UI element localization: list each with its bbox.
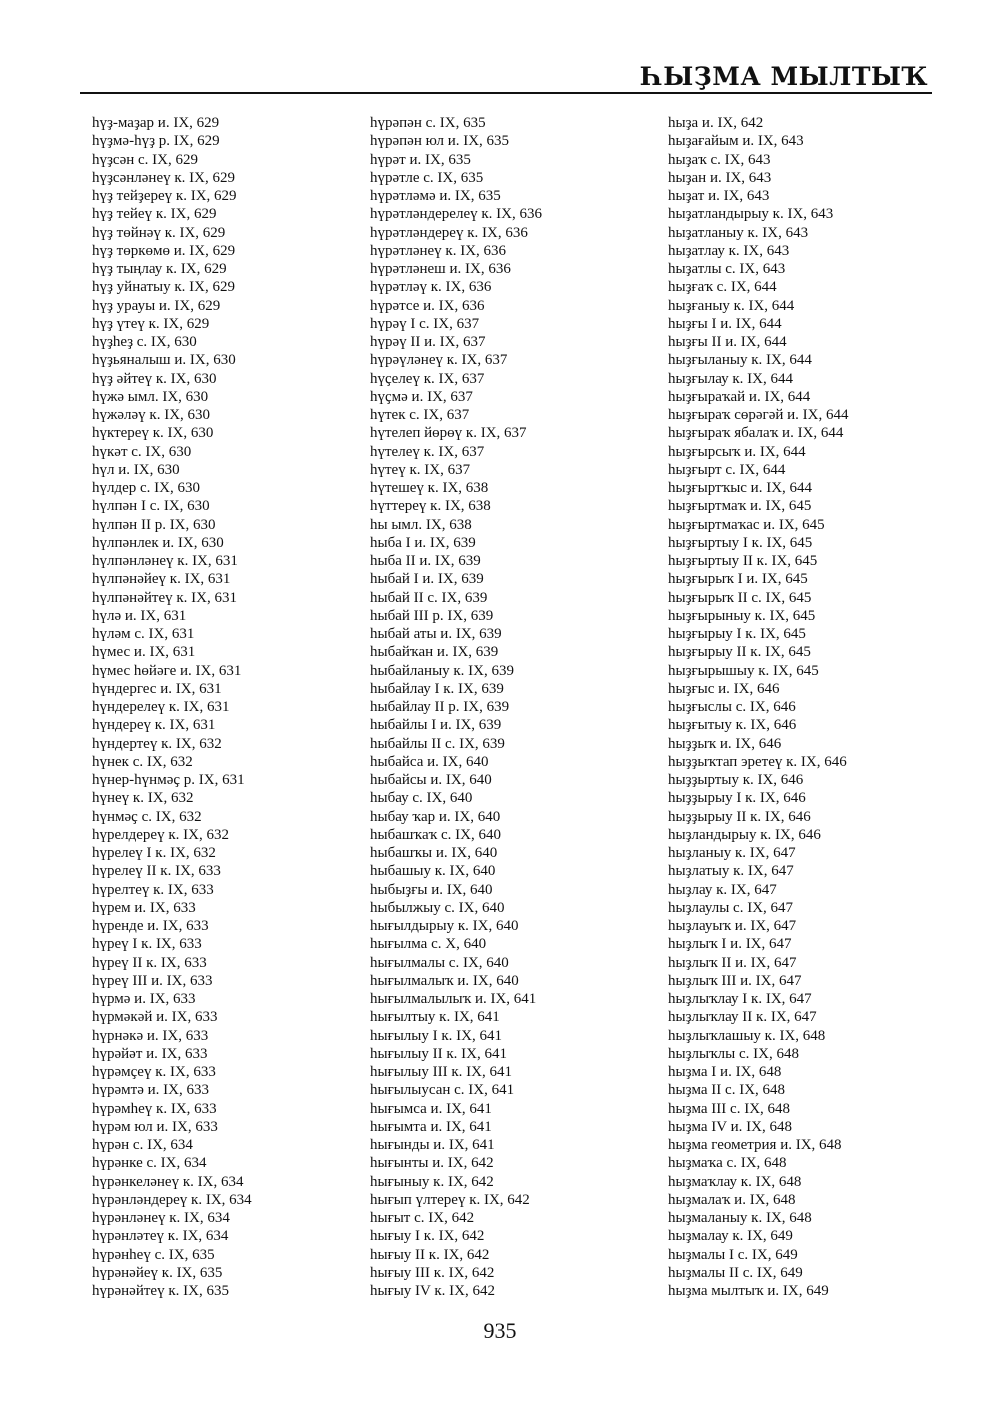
- index-entry: һүреү II к. IX, 633: [92, 954, 207, 971]
- index-entry: һыбайлау II р. IX, 639: [370, 699, 510, 715]
- index-entry: һүҙһеҙ с. IX, 630: [92, 334, 197, 350]
- index-entry: һыҙатлау к. IX, 643: [668, 242, 790, 259]
- index-entry: һыҙлыҡлашыу к. IX, 648: [668, 1027, 826, 1044]
- index-entry: һүрәтсе и. IX, 636: [370, 297, 485, 314]
- index-entry: һыбайса и. IX, 640: [370, 753, 489, 770]
- index-entry: һүреү I к. IX, 633: [92, 936, 202, 953]
- index-entry: һыба II и. IX, 639: [370, 553, 481, 569]
- index-entry: һыҙғырыу II к. IX, 645: [668, 644, 811, 661]
- index-entry: һүҙ төйнәү к. IX, 629: [92, 224, 226, 241]
- index-entry: һығылтыу к. IX, 641: [370, 1009, 500, 1026]
- index-entry: һүренде и. IX, 633: [92, 918, 209, 934]
- index-entry: һыҙғы II и. IX, 644: [668, 334, 787, 350]
- index-entry: һүрәтле с. IX, 635: [370, 169, 484, 186]
- index-entry: һығымса и. IX, 641: [370, 1100, 492, 1117]
- index-entry: һығынды и. IX, 641: [370, 1137, 495, 1153]
- index-entry: һыҙлатыу к. IX, 647: [668, 863, 794, 880]
- index-entry: һыбыҙғы и. IX, 640: [370, 881, 493, 898]
- index-entry: һүлпәнәйтеү к. IX, 631: [92, 589, 237, 606]
- index-entry: һүрәмһеү к. IX, 633: [92, 1100, 217, 1117]
- index-entry: һүреү III и. IX, 633: [92, 972, 213, 989]
- index-entry: һүрәмтә и. IX, 633: [92, 1082, 209, 1099]
- index-entry: һүрәү II и. IX, 637: [370, 334, 486, 350]
- index-entry: һүттереү к. IX, 638: [370, 498, 491, 515]
- index-entry: һүлпәнәйеү к. IX, 631: [92, 571, 231, 588]
- index-entry: һығып үлтереү к. IX, 642: [370, 1191, 530, 1208]
- index-entry: һығылма с. X, 640: [370, 936, 487, 953]
- index-entry: һүндертеү к. IX, 632: [92, 735, 222, 752]
- index-entry: һүрелеү I к. IX, 632: [92, 845, 216, 861]
- index-entry: һыҙма II с. IX, 648: [668, 1082, 786, 1099]
- index-entry: һыҙғыслы с. IX, 646: [668, 699, 796, 715]
- index-entry: һүнек с. IX, 632: [92, 753, 193, 770]
- index-entry: һыҙлыҡ III и. IX, 647: [668, 972, 802, 989]
- index-entry: һыҙғыраҡай и. IX, 644: [668, 388, 811, 405]
- index-entry: һығыу I к. IX, 642: [370, 1228, 485, 1245]
- index-entry: һығылыусан с. IX, 641: [370, 1082, 515, 1099]
- index-entry: һығынты и. IX, 642: [370, 1155, 494, 1172]
- index-entry: һыҙма геометрия и. IX, 648: [668, 1137, 842, 1153]
- index-entry: һүрәйәт и. IX, 633: [92, 1045, 208, 1062]
- index-entry: һүрәпән с. IX, 635: [370, 115, 486, 131]
- index-entry: һыҙғыртмаҡ и. IX, 645: [668, 498, 812, 515]
- index-entry: һыбайланыу к. IX, 639: [370, 662, 515, 679]
- index-entry: һүҙсән с. IX, 629: [92, 151, 199, 168]
- index-entry: һыҙғыраҡ сөрәгәй и. IX, 644: [668, 407, 849, 423]
- index-entry: һыҙатландырыу к. IX, 643: [668, 206, 834, 223]
- index-entry: һығылыу II к. IX, 641: [370, 1045, 507, 1062]
- index-entry: һыҙмалы I с. IX, 649: [668, 1246, 798, 1263]
- index-entry: һыҙатлы с. IX, 643: [668, 261, 786, 277]
- index-entry: һыҙмаҡлау к. IX, 648: [668, 1173, 802, 1190]
- index-entry: һыҙма IV и. IX, 648: [668, 1118, 792, 1135]
- running-header: [80, 60, 932, 94]
- index-entry: һыбайлау I к. IX, 639: [370, 680, 504, 697]
- index-entry: һығыт с. IX, 642: [370, 1210, 475, 1226]
- index-entry: һүҙ тейҙереү к. IX, 629: [92, 188, 237, 204]
- index-entry: һүрәүләнеү к. IX, 637: [370, 352, 508, 369]
- index-entry: һығыу II к. IX, 642: [370, 1246, 490, 1263]
- page-number: 935: [483, 1318, 517, 1343]
- index-entry: һүҙ тейеү к. IX, 629: [92, 206, 217, 223]
- index-entry: һыҙмаланыу к. IX, 648: [668, 1210, 812, 1226]
- index-entry: һыҙма мылтыҡ и. IX, 649: [668, 1283, 829, 1299]
- index-entry: һығылыу III к. IX, 641: [370, 1064, 512, 1080]
- index-entry: һүҙ-маҙар и. IX, 629: [92, 115, 220, 131]
- index-entry: һүтеү к. IX, 637: [370, 461, 471, 478]
- index-entry: һыҙғырсыҡ и. IX, 644: [668, 443, 806, 460]
- index-entry: һығымта и. IX, 641: [370, 1118, 492, 1135]
- index-entry: һы ымл. IX, 638: [370, 516, 472, 533]
- header-rule: [80, 92, 932, 94]
- index-entry: һыҙлыҡлау I к. IX, 647: [668, 991, 812, 1007]
- index-entry: һыҙлыҡлы с. IX, 648: [668, 1045, 799, 1062]
- index-entry: һүндереү к. IX, 631: [92, 717, 216, 734]
- index-entry: һыҙҙыҡ и. IX, 646: [668, 735, 782, 752]
- index-entry: һүл и. IX, 630: [92, 461, 180, 478]
- index-entry: һыҙғырышыу к. IX, 645: [668, 662, 819, 679]
- index-entry: һыҙғылау к. IX, 644: [668, 370, 793, 387]
- index-entry: һүҙмә-һүҙ р. IX, 629: [92, 133, 220, 150]
- index-entry: һыҙмалау к. IX, 649: [668, 1228, 793, 1245]
- index-entry: һүҫмә и. IX, 637: [370, 388, 473, 405]
- index-entry: һыҙмалы II с. IX, 649: [668, 1264, 803, 1281]
- index-entry: һүҙ әйтеү к. IX, 630: [92, 370, 217, 387]
- index-entry: һыҙғыланыу к. IX, 644: [668, 352, 812, 369]
- index-entry: һыбай III р. IX, 639: [370, 607, 494, 624]
- index-entry: һүндерелеү к. IX, 631: [92, 699, 230, 715]
- index-entry: һығылыу I к. IX, 641: [370, 1027, 502, 1044]
- index-entry: һүҙьяналыш и. IX, 630: [92, 352, 236, 369]
- index-entry: һыҙлыҡ II и. IX, 647: [668, 954, 797, 971]
- index-entry: һыбашҡы и. IX, 640: [370, 845, 498, 861]
- index-entry: һыбау ҡар и. IX, 640: [370, 808, 501, 825]
- index-entry: һүндергес и. IX, 631: [92, 680, 222, 697]
- index-entry: һүрелдереү к. IX, 632: [92, 826, 229, 843]
- index-entry: һүлпәнлек и. IX, 630: [92, 534, 224, 551]
- header-title: ҺЫҘМА МЫЛТЫҠ: [639, 62, 928, 91]
- index-entry: һыҙландырыу к. IX, 646: [668, 826, 821, 843]
- index-entry: һыбылжыу с. IX, 640: [370, 899, 505, 916]
- index-entry: һүрәт и. IX, 635: [370, 151, 471, 168]
- index-entry: һыбай аты и. IX, 639: [370, 626, 502, 642]
- index-entry: һыҙғыртҡыс и. IX, 644: [668, 480, 813, 496]
- index-entry: һығылмалы с. IX, 640: [370, 954, 509, 971]
- index-entry: һыбайҡан и. IX, 639: [370, 644, 499, 661]
- index-entry: һүрәтләндерелеү к. IX, 636: [370, 206, 542, 223]
- index-entry: һүрәнләтеү к. IX, 634: [92, 1228, 229, 1245]
- index-entry: һыҙҙырыу II к. IX, 646: [668, 808, 811, 825]
- index-entry: һүлпәнләнеү к. IX, 631: [92, 553, 238, 569]
- index-entry: һүрмә и. IX, 633: [92, 991, 196, 1007]
- index-entry: һүрнәкә и. IX, 633: [92, 1027, 209, 1044]
- index-entry: һыбайлы I и. IX, 639: [370, 717, 502, 734]
- index-entry: һүрәнкеләнеү к. IX, 634: [92, 1173, 244, 1190]
- index-entry: һыҙлыҡ I и. IX, 647: [668, 936, 792, 953]
- index-entry: һүтек с. IX, 637: [370, 407, 470, 423]
- index-entry: һыҙғы I и. IX, 644: [668, 315, 782, 332]
- index-entry: һыҙғаҡ с. IX, 644: [668, 279, 777, 296]
- index-entry: һүлпән II р. IX, 630: [92, 516, 216, 533]
- index-entry: һыҙма I и. IX, 648: [668, 1064, 782, 1080]
- index-entry: һүрәм юл и. IX, 633: [92, 1118, 218, 1135]
- index-entry: һыҙмаҡа с. IX, 648: [668, 1155, 787, 1172]
- index-entry: һүрмәкәй и. IX, 633: [92, 1009, 218, 1026]
- index-entry: һүкәт с. IX, 630: [92, 443, 192, 460]
- index-entry: һүрән с. IX, 634: [92, 1137, 193, 1153]
- index-entry: һыҙан и. IX, 643: [668, 169, 772, 186]
- index-entry: һыбай II с. IX, 639: [370, 589, 488, 606]
- index-entry: һүрәнләндереү к. IX, 634: [92, 1191, 252, 1208]
- index-entry: һүрәпән юл и. IX, 635: [370, 133, 510, 150]
- index-entry: һүжә ымл. IX, 630: [92, 388, 209, 405]
- index-entry: һығыу III к. IX, 642: [370, 1264, 495, 1281]
- index-entry: һүнеү к. IX, 632: [92, 790, 194, 807]
- index-entry: һүрәү I с. IX, 637: [370, 315, 480, 332]
- index-entry: һыҙғырыныу к. IX, 645: [668, 607, 816, 624]
- index-entry: һүтелеп йөрөү к. IX, 637: [370, 425, 527, 442]
- index-entry: һүжәләү к. IX, 630: [92, 407, 211, 423]
- index-entry: һыҙғырт с. IX, 644: [668, 461, 786, 478]
- index-entry: һыҙатланыу к. IX, 643: [668, 224, 809, 241]
- index-entry: һыҙланыу к. IX, 647: [668, 845, 796, 861]
- index-entry: һүрәтләмә и. IX, 635: [370, 188, 501, 204]
- index-entry: һыҙа и. IX, 642: [668, 115, 764, 131]
- index-entry: һыҙағайым и. IX, 643: [668, 133, 804, 150]
- index-entry: һүрәнләнеү к. IX, 634: [92, 1210, 230, 1226]
- index-entry: һүләм с. IX, 631: [92, 626, 195, 642]
- index-entry: һүрелтеү к. IX, 633: [92, 881, 214, 898]
- index-entry: һыҙлау к. IX, 647: [668, 881, 777, 898]
- index-entry: һыҙғырыҡ I и. IX, 645: [668, 571, 808, 588]
- index-entry: һүрәтләнеү к. IX, 636: [370, 242, 507, 259]
- index-entry: һүтелеү к. IX, 637: [370, 443, 485, 460]
- index-entry: һүрәнке с. IX, 634: [92, 1155, 207, 1172]
- index-entry: һыҙғыртмаҡас и. IX, 645: [668, 516, 825, 533]
- index-entry: һүҙ урауы и. IX, 629: [92, 297, 221, 314]
- index-entry: һүнмәҫ с. IX, 632: [92, 808, 202, 825]
- index-entry: һүҙ төркөмө и. IX, 629: [92, 242, 236, 259]
- index-entry: һүҙ уйнатыу к. IX, 629: [92, 279, 235, 296]
- index-entry: һүрәнһеү с. IX, 635: [92, 1246, 215, 1263]
- index-entry: һыҙғаныу к. IX, 644: [668, 297, 795, 314]
- index-entry: һыҙҙыртыу к. IX, 646: [668, 772, 804, 788]
- index-column-1: [92, 114, 362, 1300]
- index-entry: һүлә и. IX, 631: [92, 607, 187, 624]
- index-entry: һүнер-һүнмәҫ р. IX, 631: [92, 772, 245, 788]
- index-entry: һүрем и. IX, 633: [92, 899, 196, 916]
- index-entry: һүктереү к. IX, 630: [92, 425, 214, 442]
- index-entry: һыҙғыртыу II к. IX, 645: [668, 553, 818, 569]
- index-entry: һығылмалыҡ и. IX, 640: [370, 972, 519, 989]
- index-entry: һыҙаҡ с. IX, 643: [668, 151, 771, 168]
- index-entry: һүтешеү к. IX, 638: [370, 480, 489, 496]
- index-entry: һыҙмалаҡ и. IX, 648: [668, 1191, 796, 1208]
- index-entry: һыбайсы и. IX, 640: [370, 772, 492, 788]
- index-column-3: [668, 114, 938, 1300]
- index-entry: һүрәтләндереү к. IX, 636: [370, 224, 528, 241]
- index-entry: һыбай I и. IX, 639: [370, 571, 484, 588]
- index-entry: һыба I и. IX, 639: [370, 534, 476, 551]
- index-entry: һығыныу к. IX, 642: [370, 1173, 494, 1190]
- index-entry: һыбашҡаҡ с. IX, 640: [370, 826, 502, 843]
- index-entry: һыҙҙырыу I к. IX, 646: [668, 790, 806, 807]
- index-entry: һыҙғырыҡ II с. IX, 645: [668, 589, 812, 606]
- index-entry: һыҙлыҡлау II к. IX, 647: [668, 1009, 817, 1026]
- index-column-2: [370, 114, 650, 1300]
- index-entry: һүмес һөйәге и. IX, 631: [92, 662, 242, 679]
- index-entry: һыҙҙыҡтап эретеү к. IX, 646: [668, 753, 847, 770]
- index-entry: һыҙғырыу I к. IX, 645: [668, 626, 806, 642]
- index-entry: һүрәнәйтеү к. IX, 635: [92, 1283, 229, 1299]
- index-entry: һүлпән I с. IX, 630: [92, 498, 210, 515]
- index-entry: һүрәмҫеү к. IX, 633: [92, 1064, 216, 1080]
- index-entry: һыбайлы II с. IX, 639: [370, 735, 505, 752]
- index-entry: һүҙ үтеү к. IX, 629: [92, 315, 210, 332]
- index-entry: һүҙсәнләнеү к. IX, 629: [92, 169, 235, 186]
- index-entry: һыҙма III с. IX, 648: [668, 1100, 791, 1117]
- index-entry: һыҙлауыҡ и. IX, 647: [668, 918, 797, 934]
- index-entry: һығыу IV к. IX, 642: [370, 1283, 495, 1299]
- index-entry: һүҙ тыңлау к. IX, 629: [92, 261, 227, 277]
- index-entry: һүмес и. IX, 631: [92, 644, 196, 661]
- index-entry: һүрелеү II к. IX, 633: [92, 863, 221, 880]
- index-entry: һыҙғытыу к. IX, 646: [668, 717, 797, 734]
- index-entry: һүрәтләнеш и. IX, 636: [370, 261, 511, 277]
- index-entry: һүлдер с. IX, 630: [92, 480, 201, 496]
- index-entry: һыбашыу к. IX, 640: [370, 863, 496, 880]
- index-entry: һыҙғыраҡ ябалаҡ и. IX, 644: [668, 425, 844, 442]
- index-entry: һығылдырыу к. IX, 640: [370, 918, 519, 934]
- index-entry: һыҙат и. IX, 643: [668, 188, 770, 204]
- index-entry: һыҙлаулы с. IX, 647: [668, 899, 794, 916]
- index-entry: һыбау с. IX, 640: [370, 790, 473, 807]
- index-entry: һыҙғыс и. IX, 646: [668, 680, 780, 697]
- index-entry: һығылмалылыҡ и. IX, 641: [370, 991, 537, 1007]
- index-entry: һүрәтләү к. IX, 636: [370, 279, 492, 296]
- index-entry: һүрәнәйеү к. IX, 635: [92, 1264, 223, 1281]
- index-entry: һыҙғыртыу I к. IX, 645: [668, 534, 813, 551]
- index-entry: һүҫелеү к. IX, 637: [370, 370, 485, 387]
